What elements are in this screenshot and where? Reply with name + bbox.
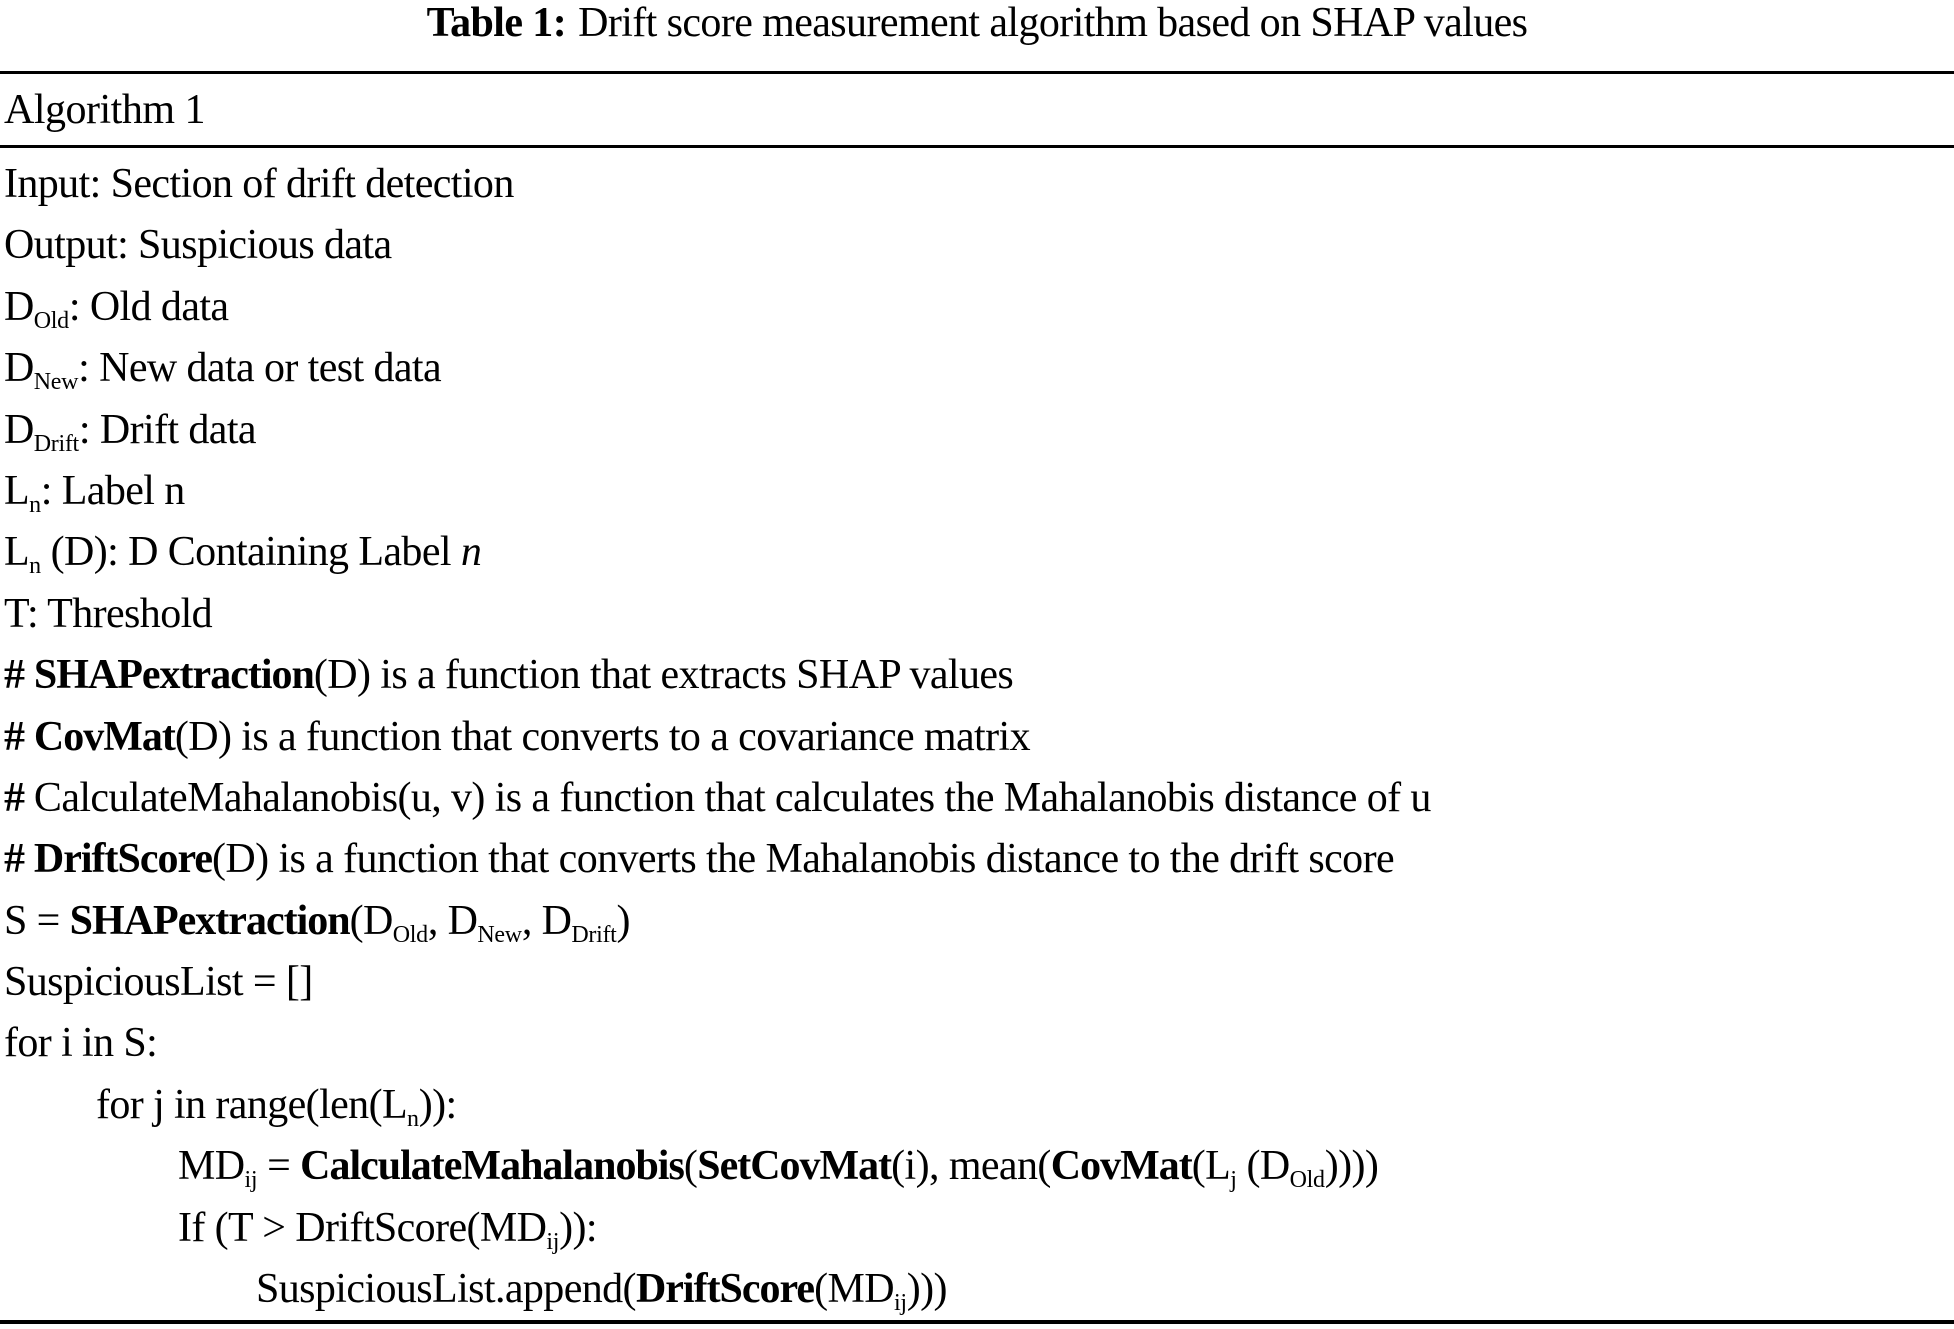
- code-text: (: [1236, 1143, 1260, 1190]
- algorithm-header: Algorithm 1: [4, 87, 205, 133]
- symbol: D: [541, 897, 572, 944]
- code-text: (: [814, 1266, 828, 1313]
- hash-mark: #: [4, 836, 24, 883]
- symbol: MD: [178, 1143, 245, 1190]
- code-text: ))): [906, 1266, 947, 1313]
- symbol: L: [4, 467, 30, 514]
- code-text: for j in range(len(: [96, 1081, 382, 1128]
- code-text: If (T > DriftScore(: [178, 1204, 480, 1251]
- definition-text: : Drift data: [78, 406, 256, 453]
- comment-shap: [4, 649, 1944, 710]
- definition-text: : Label n: [40, 467, 185, 514]
- code-text: (i), mean(: [891, 1143, 1051, 1190]
- subscript: ij: [244, 1167, 258, 1194]
- italic-variable: n: [460, 529, 482, 576]
- symbol: D: [447, 897, 478, 944]
- code-if-statement: [4, 1202, 1944, 1263]
- code-text: )):: [559, 1204, 597, 1251]
- subscript: n: [29, 491, 41, 518]
- function-name: CalculateMahalanobis: [300, 1143, 684, 1190]
- definition-d-drift: [4, 404, 1944, 465]
- hash-mark: #: [4, 652, 24, 699]
- definition-l-n: [4, 465, 1944, 526]
- function-name: SHAPextraction: [69, 897, 350, 944]
- subscript: Old: [392, 921, 428, 948]
- output-line: Output: Suspicious data: [4, 222, 392, 269]
- code-text: ): [616, 897, 630, 944]
- code-md-assign: [4, 1140, 1944, 1201]
- function-name: CovMat: [1050, 1143, 1192, 1190]
- code-text: (: [349, 897, 363, 944]
- top-rule: [0, 71, 1954, 74]
- symbol: MD: [827, 1266, 894, 1313]
- code-text: ,: [521, 897, 542, 944]
- definition-l-n-d: [4, 526, 1944, 587]
- code-for-j: [4, 1079, 1944, 1140]
- function-name: DriftScore: [33, 836, 213, 883]
- code-text: =: [257, 1143, 301, 1190]
- subscript: n: [407, 1105, 419, 1132]
- subscript: New: [477, 921, 522, 948]
- symbol: L: [381, 1081, 408, 1128]
- symbol: D: [4, 345, 34, 392]
- comment-text: (D) is a function that converts the Mahalanobis distance to the drift score: [212, 836, 1395, 883]
- function-name: CovMat: [33, 713, 175, 760]
- code-list-init: SuspiciousList = []: [4, 959, 313, 1006]
- subscript: j: [1230, 1167, 1237, 1194]
- code-text: S =: [4, 897, 70, 944]
- caption-label: Table 1:: [426, 0, 567, 46]
- definition-d-new: [4, 342, 1944, 403]
- function-name: SetCovMat: [697, 1143, 892, 1190]
- code-text: )):: [418, 1081, 457, 1128]
- symbol: D: [4, 283, 34, 330]
- code-for-i: for i in S:: [4, 1020, 158, 1067]
- subscript: Drift: [33, 430, 79, 457]
- comment-text: CalculateMahalanobis(u, v) is a function that calculates the Mahalanobis distance of u: [33, 774, 1431, 821]
- code-append: [4, 1263, 1944, 1324]
- comment-mahalanobis: [4, 772, 1944, 833]
- subscript: n: [29, 553, 41, 580]
- definition-text: (D): D Containing Label: [40, 529, 461, 576]
- hash-mark: #: [4, 774, 24, 821]
- code-text: )))): [1324, 1143, 1379, 1190]
- function-name: SHAPextraction: [33, 652, 314, 699]
- hash-mark: #: [4, 713, 24, 760]
- algorithm-body: [4, 158, 1944, 1324]
- comment-driftscore: [4, 833, 1944, 894]
- symbol: D: [1259, 1143, 1290, 1190]
- subscript: Old: [33, 307, 69, 334]
- comment-text: (D) is a function that converts to a covariance matrix: [174, 713, 1030, 760]
- code-text: ,: [427, 897, 448, 944]
- subscript: Old: [1289, 1167, 1325, 1194]
- input-line: Input: Section of drift detection: [4, 161, 514, 207]
- bottom-rule: [0, 1320, 1954, 1324]
- subscript: ij: [893, 1290, 907, 1317]
- function-name: DriftScore: [635, 1266, 815, 1313]
- code-s-assign: [4, 895, 1944, 956]
- subscript: ij: [546, 1228, 560, 1255]
- subscript: New: [33, 369, 79, 396]
- symbol: D: [4, 406, 34, 453]
- symbol: D: [363, 897, 393, 944]
- comment-covmat: [4, 711, 1944, 772]
- definition-text: : New data or test data: [78, 345, 442, 392]
- definition-d-old: [4, 281, 1944, 342]
- symbol: MD: [479, 1204, 547, 1251]
- comment-text: (D) is a function that extracts SHAP values: [313, 652, 1014, 699]
- code-text: (: [1191, 1143, 1206, 1190]
- caption-text: Drift score measurement algorithm based on SHAP values: [578, 0, 1528, 46]
- definition-text: : Old data: [68, 283, 229, 330]
- subscript: Drift: [571, 921, 617, 948]
- table-caption: [0, 0, 1954, 50]
- symbol: L: [1205, 1143, 1231, 1190]
- code-text: SuspiciousList.append(: [256, 1266, 636, 1313]
- header-rule: [0, 145, 1954, 148]
- symbol: L: [4, 529, 30, 576]
- definition-threshold: T: Threshold: [4, 590, 213, 637]
- code-text: (: [683, 1143, 698, 1190]
